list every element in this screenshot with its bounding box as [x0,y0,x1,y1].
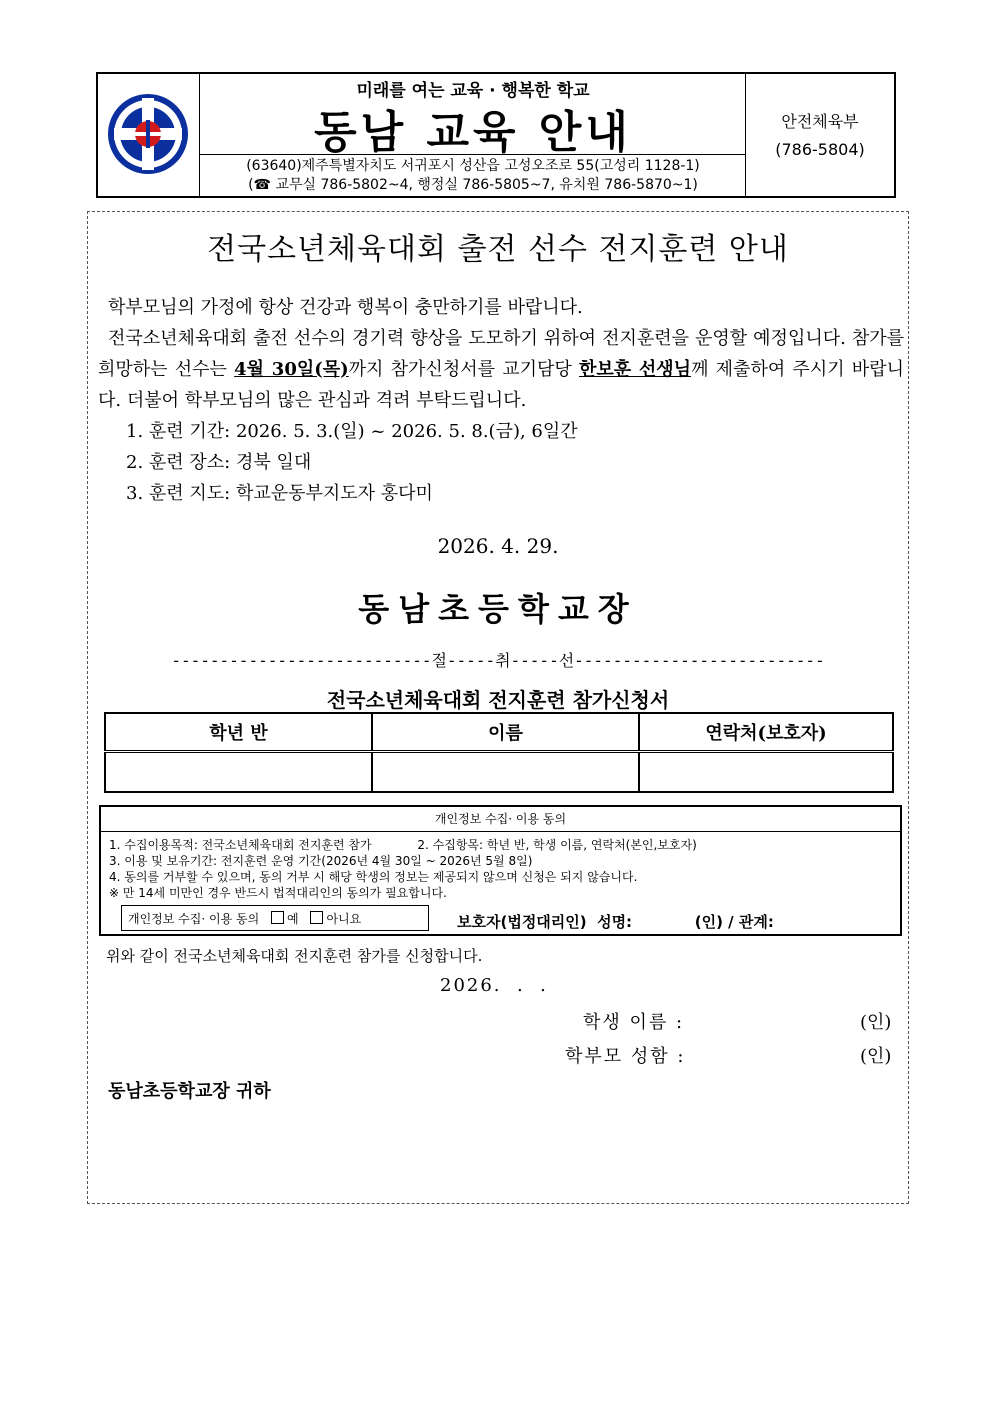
parent-name-label: 학부모 성함 : [565,1046,686,1067]
column-name: 이름 [372,713,639,752]
training-period: 1. 훈련 기간: 2026. 5. 3.(일) ~ 2026. 5. 8.(금), 6일간 [126,421,578,442]
column-grade-class: 학년 반 [105,713,372,752]
training-location: 2. 훈련 장소: 경북 일대 [126,452,312,473]
consent-terms [109,837,697,901]
table-header-row [105,713,893,752]
application-date: 2026. . . [440,975,548,996]
application-statement: 위와 같이 전국소년체육대회 전지훈련 참가를 신청합니다. [106,947,483,965]
consent-heading: 개인정보 수집· 이용 동의 [101,807,900,832]
application-table [104,712,894,793]
agree-no-checkbox[interactable] [310,911,323,924]
school-logo [98,74,200,196]
consent-line-1: 1. 수집이용목적: 전국소년체육대회 전지훈련 참가 2. 수집항목: 학년 반, 학생 이름, 연락처(본인,보호자) [109,838,697,852]
school-contact [200,154,746,195]
notice-title: 전국소년체육대회 출전 선수 전지훈련 안내 [207,232,789,267]
addressee: 동남초등학교장 귀하 [108,1081,271,1102]
agree-label: 개인정보 수집· 이용 동의 [128,912,260,926]
agree-no-label: 아니요 [326,912,362,926]
notice-date: 2026. 4. 29. [437,534,559,558]
cut-line: ---------------------------절-----취-----선-------------------------- [171,651,825,670]
consent-line-3: 4. 동의를 거부할 수 있으며, 동의 거부 시 해당 학생의 정보는 제공되지 않으며 신청은 되지 않습니다. [109,870,638,884]
body-part-1: 전국소년체육대회 출전 선수의 경기력 향상을 도모하기 위하여 전지훈련을 운영할 예정입니다. 참가를 희망하는 선수는 [98,328,904,380]
grade-class-cell[interactable] [105,752,372,793]
column-contact: 연락처(보호자) [639,713,893,752]
notice-paragraph [98,323,904,416]
parent-seal: (인) [860,1046,892,1067]
letterhead-center [200,74,746,196]
consent-line-2: 3. 이용 및 보유기간: 전지훈련 운영 기간(2026년 4월 30일 ~ 2026년 5월 8일) [109,854,533,868]
notice-body [98,292,904,416]
school-phones: (☎ 교무실 786-5802~4, 행정실 786-5805~7, 유치원 786-5870~1) [248,177,698,193]
training-coach: 3. 훈련 지도: 학교운동부지도자 홍다미 [126,483,433,504]
guardian-signature-line: 보호자(법정대리인) 성명: (인) / 관계: [457,913,774,931]
body-part-3: 께 제출하여 주시기 바랍니다. 더불어 학부모님의 많은 관심과 격려 부탁드립니다. [98,359,904,411]
table-row [105,752,893,793]
newsletter-title: 동남 교육 안내 [314,107,632,158]
consent-line-4: ※ 만 14세 미만인 경우 반드시 법적대리인의 동의가 필요합니다. [109,886,447,900]
privacy-consent-box [99,805,902,936]
letterhead [96,72,896,198]
body-part-2: 까지 참가신청서를 교기담당 [348,359,579,380]
greeting: 학부모님의 가정에 항상 건강과 행복이 충만하기를 바랍니다. [108,297,583,318]
teacher-name: 한보훈 선생님 [578,359,692,380]
department-name: 안전체육부 [781,112,859,131]
department-phone: (786-5804) [775,140,865,159]
agree-yes-checkbox[interactable] [271,911,284,924]
school-address: (63640)제주특별자치도 서귀포시 성산읍 고성오조로 55(고성리 1128-1) [246,158,700,174]
form-title: 전국소년체육대회 전지훈련 참가신청서 [326,688,670,712]
consent-agreement [121,905,429,931]
deadline: 4월 30일(목) [234,359,349,380]
department-box [746,74,894,196]
principal-signature: 동남초등학교장 [358,590,638,628]
school-slogan: 미래를 여는 교육 · 행복한 학교 [356,81,590,101]
contact-cell[interactable] [639,752,893,793]
agree-yes-label: 예 [287,912,299,926]
training-details [126,416,578,509]
school-emblem-icon [98,74,198,194]
student-name-label: 학생 이름 : [583,1012,685,1033]
student-seal: (인) [860,1012,892,1033]
name-cell[interactable] [372,752,639,793]
